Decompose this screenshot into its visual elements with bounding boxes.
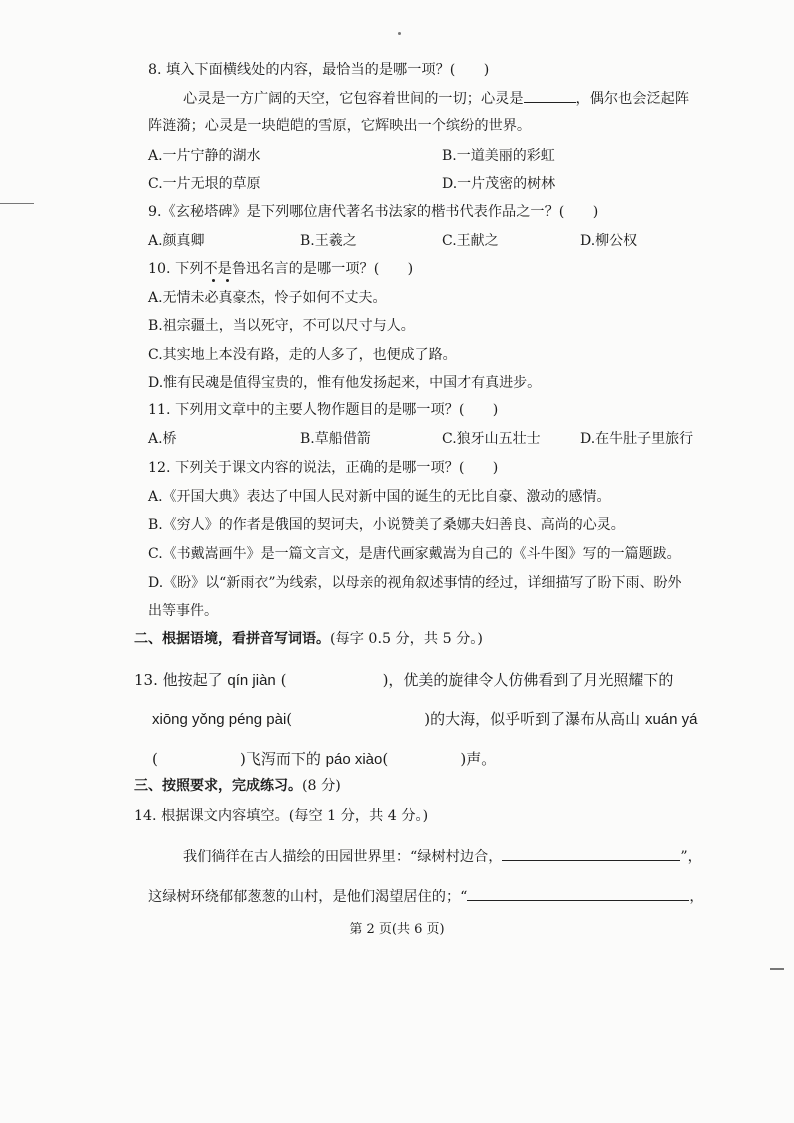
option-b[interactable]: B.草船借箭 (300, 431, 371, 447)
answer-blank[interactable] (467, 886, 689, 901)
section-score: (每字 0.5 分，共 5 分。) (330, 631, 483, 647)
pinyin-xiong-yong-peng-pai: xiōng yǒng péng pài (152, 711, 287, 728)
emphasis-dot (226, 279, 229, 282)
option-a[interactable]: A.颜真卿 (148, 233, 205, 249)
passage-text: ，偶尔也会泛起阵 (575, 91, 690, 107)
question-8-passage-line2: 阵涟漪；心灵是一块皑皑的雪原，它辉映出一个缤纷的世界。 (148, 118, 532, 134)
question-13-text: 声。 (466, 750, 497, 768)
option-d[interactable]: D.柳公权 (580, 233, 638, 249)
question-14-stem: 14. 根据课文内容填空。(每空 1 分，共 4 分。) (134, 808, 429, 824)
option-c[interactable]: C.一片无垠的草原 (148, 176, 261, 192)
option-c[interactable]: C.《书戴嵩画牛》是一篇文言文，是唐代画家戴嵩为自己的《斗牛图》写的一篇题跋。 (148, 546, 681, 562)
section-title: 二、根据语境，看拼音写词语。 (134, 631, 330, 647)
option-c[interactable]: C.其实地上本没有路，走的人多了，也便成了路。 (148, 347, 457, 363)
option-d[interactable]: D.惟有民魂是值得宝贵的，惟有他发扬起来，中国才有真进步。 (148, 375, 542, 391)
question-10-stem: 10. 下列不是鲁迅名言的是哪一项？( ) (148, 261, 414, 277)
section-score: (8 分) (302, 778, 341, 794)
answer-blank[interactable] (524, 88, 576, 103)
pinyin-qin-jian: qín jiàn (227, 672, 276, 689)
page-number: 第 2 页(共 6 页) (349, 922, 445, 937)
option-a[interactable]: A.一片宁静的湖水 (148, 148, 261, 164)
question-8-passage-line1 (183, 88, 689, 109)
question-9-stem: 9.《玄秘塔碑》是下列哪位唐代著名书法家的楷书代表作品之一？( ) (148, 204, 599, 220)
scan-speck (770, 968, 784, 970)
answer-paren[interactable]: ( (152, 750, 158, 768)
option-d-continued: 出等事件。 (148, 603, 218, 619)
option-a[interactable]: A.桥 (148, 431, 177, 447)
passage-text: ， (689, 889, 704, 905)
section-title: 三、按照要求，完成练习。 (134, 778, 302, 794)
question-13-line2: xiōng yǒng péng pài( )的大海，似乎听到了瀑布从高山 xuán yá (152, 710, 698, 728)
pinyin-xuan-ya: xuán yá (644, 711, 698, 728)
answer-paren[interactable]: ( (280, 671, 287, 689)
question-12-stem: 12. 下列关于课文内容的说法，正确的是哪一项？( ) (148, 460, 499, 476)
answer-paren[interactable]: ( (286, 710, 293, 728)
question-11-stem: 11. 下列用文章中的主要人物作题目的是哪一项？( ) (148, 402, 499, 418)
passage-text: ”， (680, 849, 702, 865)
section-3-heading (134, 776, 341, 796)
option-b[interactable]: B.王羲之 (300, 233, 357, 249)
pinyin-pao-xiao: páo xiào (325, 751, 383, 768)
answer-blank[interactable] (502, 846, 680, 861)
option-a[interactable]: A.《开国大典》表达了中国人民对新中国的诞生的无比自豪、激动的感情。 (148, 489, 611, 505)
question-14-line2 (148, 886, 704, 907)
scan-speck (0, 203, 34, 204)
passage-text: 心灵是一方广阔的天空，它包容着世间的一切；心灵是 (183, 91, 524, 107)
option-d[interactable]: D.在牛肚子里旅行 (580, 431, 694, 447)
emphasis-dot (212, 279, 215, 282)
question-13-text: 的大海，似乎听到了瀑布从高山 (430, 710, 641, 728)
option-d[interactable]: D.《盼》以“新雨衣”为线索，以母亲的视角叙述事情的经过，详细描写了盼下雨、盼外 (148, 575, 682, 591)
question-13-text: ，优美的旋律令人仿佛看到了月光照耀下的 (388, 671, 674, 689)
passage-text: 这绿树环绕郁郁葱葱的山村，是他们渴望居住的；“ (148, 889, 468, 905)
answer-paren[interactable]: ( (382, 750, 389, 768)
question-13-line3: ( )飞泻而下的 páo xiào( )声。 (152, 750, 497, 768)
question-13-text: 13. 他按起了 (134, 671, 223, 689)
option-a[interactable]: A.无情未必真豪杰，怜子如何不丈夫。 (148, 290, 387, 306)
question-13-line1: 13. 他按起了 qín jiàn ( )，优美的旋律令人仿佛看到了月光照耀下的 (134, 671, 674, 689)
option-c[interactable]: C.王献之 (442, 233, 499, 249)
scan-speck (398, 32, 401, 35)
question-14-line1 (183, 846, 702, 867)
question-8-stem: 8. 填入下面横线处的内容，最恰当的是哪一项？( ) (148, 62, 490, 78)
option-b[interactable]: B.祖宗疆土，当以死守，不可以尺寸与人。 (148, 318, 415, 334)
question-13-text: 飞泻而下的 (245, 750, 321, 768)
passage-text: 我们徜徉在古人描绘的田园世界里：“绿树村边合， (183, 849, 503, 865)
option-d[interactable]: D.一片茂密的树林 (442, 176, 556, 192)
option-b[interactable]: B.《穷人》的作者是俄国的契诃夫，小说赞美了桑娜夫妇善良、高尚的心灵。 (148, 517, 625, 533)
option-c[interactable]: C.狼牙山五壮士 (442, 431, 541, 447)
option-b[interactable]: B.一道美丽的彩虹 (442, 148, 555, 164)
section-2-heading (134, 629, 483, 649)
